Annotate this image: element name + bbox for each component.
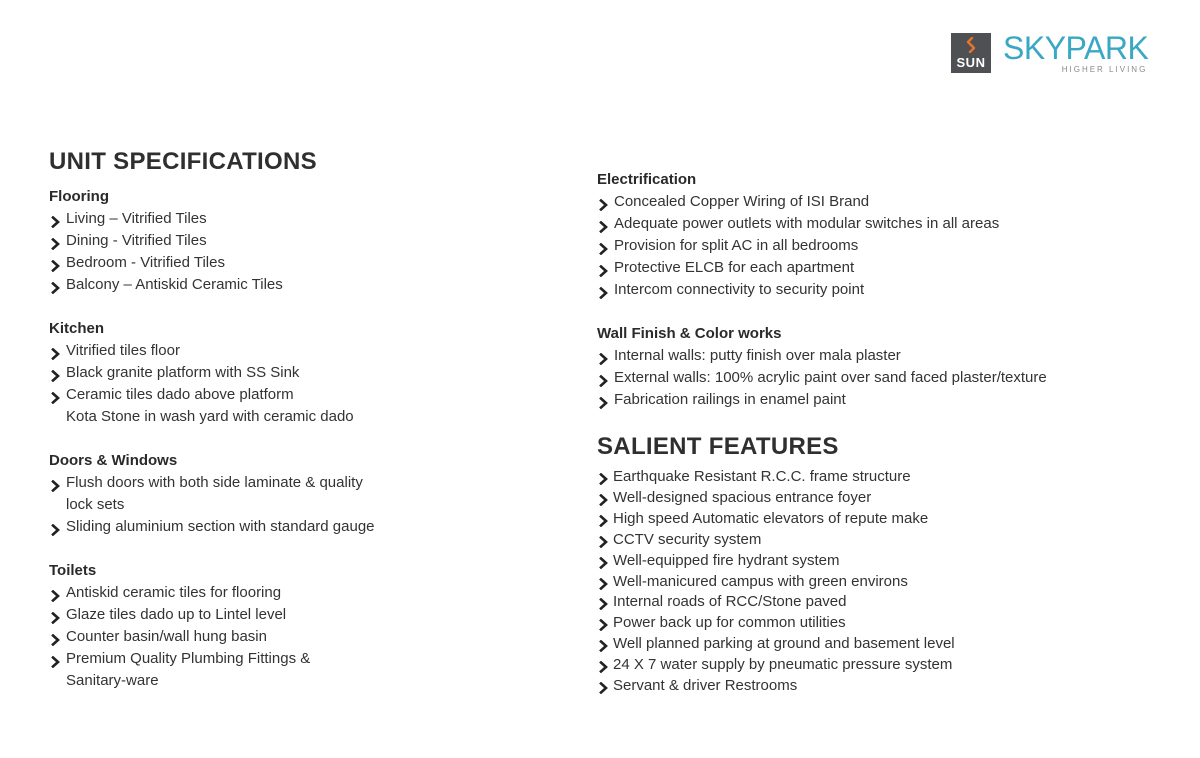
chevron-right-icon (598, 372, 610, 384)
salient-feature-item (597, 592, 1157, 613)
list-item (49, 384, 519, 406)
salient-features-list (597, 467, 1157, 697)
salient-feature-item (597, 488, 1157, 509)
salient-feature-item (597, 467, 1157, 488)
chevron-right-icon (598, 262, 610, 274)
brand-sky: SKY (1003, 30, 1066, 66)
spec-section (49, 318, 519, 428)
list-item-text: Glaze tiles dado up to Lintel level (66, 606, 287, 623)
section-heading: Electrification (597, 171, 697, 188)
list-item-text: Provision for split AC in all bedrooms (614, 237, 859, 254)
chevron-right-icon (598, 218, 610, 230)
chevron-right-icon (50, 587, 62, 599)
list-item-text: Balcony – Antiskid Ceramic Tiles (66, 276, 283, 293)
salient-feature-text: Well planned parking at ground and basement level (613, 635, 955, 653)
salient-feature-text: Well-manicured campus with green environs (613, 572, 908, 590)
chevron-right-icon (598, 350, 610, 362)
list-item (49, 472, 519, 494)
list-item-text: Kota Stone in wash yard with ceramic dado (66, 408, 354, 425)
brand-logo (951, 30, 1149, 74)
spec-list (49, 472, 519, 538)
chevron-right-icon (50, 279, 62, 291)
list-item-text: External walls: 100% acrylic paint over sand faced plaster/texture (614, 369, 1047, 386)
right-spec-sections (597, 169, 1157, 411)
list-item-text: Antiskid ceramic tiles for flooring (66, 584, 282, 601)
chevron-right-icon (598, 659, 610, 671)
spec-section (49, 450, 519, 538)
chevron-right-icon (598, 596, 610, 608)
chevron-right-icon (598, 196, 610, 208)
chevron-right-icon (598, 680, 610, 692)
chevron-right-icon (50, 235, 62, 247)
list-item-text: Living – Vitrified Tiles (66, 210, 207, 227)
chevron-right-icon (598, 576, 610, 588)
right-specs-column (597, 169, 1157, 697)
chevron-right-icon (598, 240, 610, 252)
list-item (49, 208, 519, 230)
sun-mark-icon (964, 37, 978, 53)
list-item-text: Flush doors with both side laminate & quality (66, 474, 363, 491)
list-item-text: Black granite platform with SS Sink (66, 364, 300, 381)
list-item-text: Premium Quality Plumbing Fittings & (66, 650, 311, 667)
spec-list (597, 191, 1157, 301)
salient-feature-text: Internal roads of RCC/Stone paved (613, 593, 847, 611)
chevron-right-icon (50, 367, 62, 379)
salient-feature-text: Servant & driver Restrooms (613, 677, 798, 695)
spec-list (49, 582, 519, 692)
chevron-right-icon (598, 513, 610, 525)
list-item (597, 191, 1157, 213)
list-item-text: Dining - Vitrified Tiles (66, 232, 207, 249)
list-item-text: Vitrified tiles floor (66, 342, 180, 359)
skypark-title (1003, 30, 1149, 66)
unit-specifications-column (49, 148, 519, 714)
salient-feature-text: Earthquake Resistant R.C.C. frame structure (613, 468, 911, 485)
chevron-right-icon (50, 521, 62, 533)
section-heading: Doors & Windows (49, 452, 178, 469)
chevron-right-icon (598, 284, 610, 296)
list-item (49, 582, 519, 604)
chevron-right-icon (598, 471, 610, 483)
salient-feature-item (597, 551, 1157, 572)
chevron-right-icon (598, 617, 610, 629)
list-item (49, 230, 519, 252)
skypark-wordmark (1003, 30, 1149, 74)
list-item (597, 389, 1157, 411)
sun-text: SUN (956, 55, 986, 70)
spec-section (597, 323, 1157, 411)
spec-list (49, 208, 519, 296)
list-item (597, 279, 1157, 301)
list-item-text: Intercom connectivity to security point (614, 281, 865, 298)
section-heading: Flooring (49, 188, 109, 205)
chevron-right-icon (50, 609, 62, 621)
salient-feature-text: 24 X 7 water supply by pneumatic pressure system (613, 656, 953, 674)
list-item (49, 516, 519, 538)
spec-section (49, 560, 519, 692)
unit-spec-sections (49, 186, 519, 692)
list-item-text: Adequate power outlets with modular switches in all areas (614, 215, 1000, 232)
salient-feature-item (597, 655, 1157, 676)
list-item (49, 252, 519, 274)
list-item (49, 362, 519, 384)
salient-feature-item (597, 676, 1157, 697)
chevron-right-icon (50, 653, 62, 665)
list-item-text: Sanitary-ware (66, 672, 159, 689)
list-item-text: Ceramic tiles dado above platform (66, 386, 294, 403)
chevron-right-icon (50, 213, 62, 225)
sun-logo-box (951, 33, 991, 73)
brand-park: PARK (1065, 30, 1149, 66)
list-item (49, 626, 519, 648)
list-item (49, 340, 519, 362)
list-item (597, 367, 1157, 389)
chevron-right-icon (50, 389, 62, 401)
chevron-right-icon (598, 394, 610, 406)
spec-section (597, 169, 1157, 301)
chevron-right-icon (598, 492, 610, 504)
tagline: HIGHER LIVING (1061, 65, 1148, 74)
spec-list (597, 345, 1157, 411)
unit-specifications-title: UNIT SPECIFICATIONS (49, 148, 317, 175)
salient-feature-text: High speed Automatic elevators of repute make (613, 509, 929, 527)
salient-feature-text: Well-designed spacious entrance foyer (613, 488, 872, 506)
list-item-text: Fabrication railings in enamel paint (614, 391, 846, 408)
chevron-right-icon (598, 638, 610, 650)
list-item-text: Sliding aluminium section with standard gauge (66, 518, 375, 535)
list-item-text: Bedroom - Vitrified Tiles (66, 254, 225, 271)
spec-list (49, 340, 519, 428)
list-item (49, 648, 519, 670)
list-item (597, 257, 1157, 279)
chevron-right-icon (598, 534, 610, 546)
list-item (49, 406, 519, 428)
salient-features-title: SALIENT FEATURES (597, 433, 839, 460)
list-item (49, 494, 519, 516)
salient-feature-item (597, 509, 1157, 530)
salient-feature-item (597, 613, 1157, 634)
list-item (49, 670, 519, 692)
spec-section (49, 186, 519, 296)
salient-feature-item (597, 572, 1157, 593)
section-heading: Kitchen (49, 320, 105, 337)
list-item-text: Internal walls: putty finish over mala plaster (614, 347, 901, 364)
list-item-text: Counter basin/wall hung basin (66, 628, 267, 645)
list-item-text: Protective ELCB for each apartment (614, 259, 855, 276)
list-item-text: lock sets (66, 496, 125, 513)
list-item (49, 604, 519, 626)
salient-feature-item (597, 634, 1157, 655)
chevron-right-icon (598, 555, 610, 567)
salient-feature-item (597, 530, 1157, 551)
list-item (49, 274, 519, 296)
chevron-right-icon (50, 257, 62, 269)
chevron-right-icon (50, 477, 62, 489)
list-item (597, 345, 1157, 367)
chevron-right-icon (50, 631, 62, 643)
salient-feature-text: Power back up for common utilities (613, 614, 846, 632)
chevron-right-icon (50, 345, 62, 357)
salient-feature-text: Well-equipped fire hydrant system (613, 551, 840, 569)
section-heading: Wall Finish & Color works (597, 325, 782, 342)
list-item-text: Concealed Copper Wiring of ISI Brand (614, 193, 870, 210)
list-item (597, 213, 1157, 235)
list-item (597, 235, 1157, 257)
section-heading: Toilets (49, 562, 97, 579)
salient-feature-text: CCTV security system (613, 530, 762, 548)
